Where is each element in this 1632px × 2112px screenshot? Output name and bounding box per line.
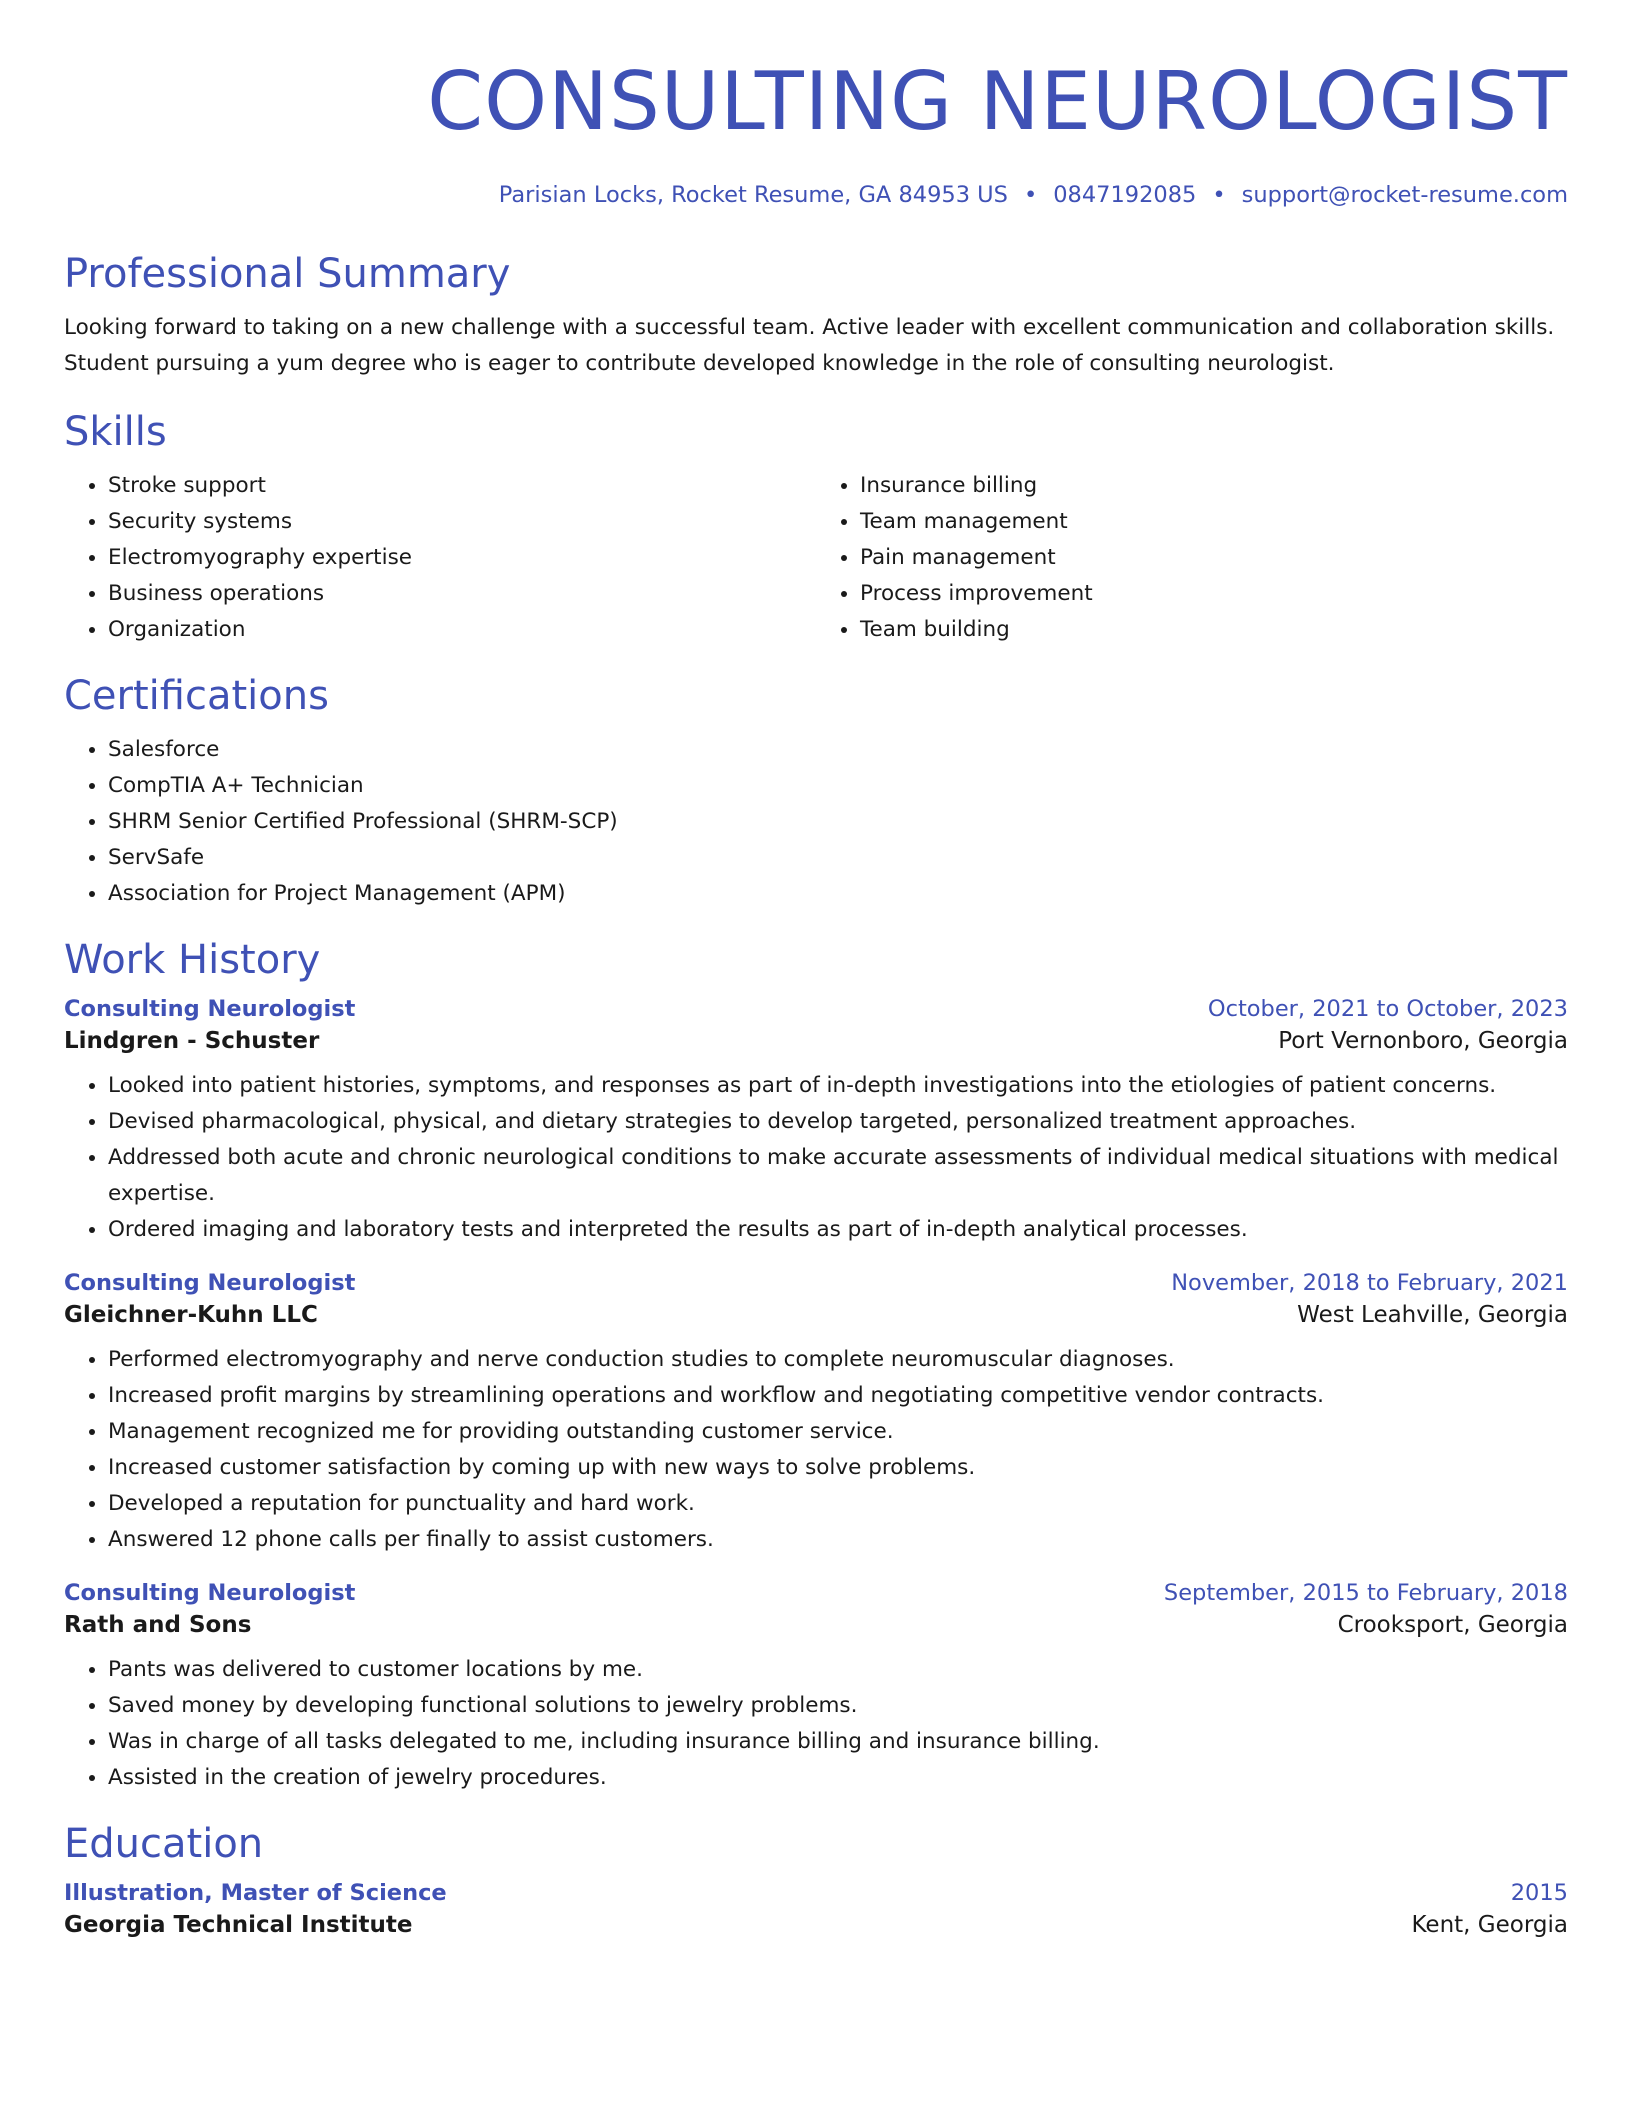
job-title-row <box>64 996 1568 1022</box>
list-item: • Association for Project Management (APM) <box>108 876 1568 912</box>
job-title: Consulting Neurologist <box>64 1270 356 1296</box>
list-item: • Developed a reputation for punctuality and hard work. <box>108 1486 1568 1522</box>
list-item: • SHRM Senior Certified Professional (SHRM-SCP) <box>108 804 1568 840</box>
list-item: • Insurance billing <box>860 468 1568 504</box>
job-title-row <box>64 1580 1568 1606</box>
job-employer: Gleichner-Kuhn LLC <box>64 1302 318 1328</box>
list-item: • Looked into patient histories, symptoms, and responses as part of in-depth investigations into the etiologies of patient concerns. <box>108 1068 1568 1104</box>
job-dates: November, 2018 to February, 2021 <box>1171 1270 1568 1296</box>
contact-email[interactable]: support@rocket-resume.com <box>1241 182 1568 208</box>
job-bullets <box>64 1652 1568 1796</box>
job-bullets <box>64 1068 1568 1248</box>
list-item: • Team building <box>860 612 1568 648</box>
education-school: Georgia Technical Institute <box>64 1912 413 1938</box>
contact-separator: • <box>1212 182 1226 208</box>
list-item: • Pain management <box>860 540 1568 576</box>
job-location: Port Vernonboro, Georgia <box>1278 1028 1568 1054</box>
contact-phone: 0847192085 <box>1053 182 1197 208</box>
summary-heading: Professional Summary <box>64 251 511 297</box>
list-item: • Process improvement <box>860 576 1568 612</box>
list-item: • Performed electromyography and nerve conduction studies to complete neuromuscular diagnoses. <box>108 1342 1568 1378</box>
list-item: • Pants was delivered to customer locations by me. <box>108 1652 1568 1688</box>
job-employer: Lindgren - Schuster <box>64 1028 320 1054</box>
job-dates: September, 2015 to February, 2018 <box>1163 1580 1568 1606</box>
list-item: • Organization <box>108 612 816 648</box>
list-item: • Increased profit margins by streamlining operations and workflow and negotiating competitive vendor contracts. <box>108 1378 1568 1414</box>
list-item: • Management recognized me for providing outstanding customer service. <box>108 1414 1568 1450</box>
list-item: • Salesforce <box>108 732 1568 768</box>
contact-separator: • <box>1023 182 1038 208</box>
list-item: • Increased customer satisfaction by coming up with new ways to solve problems. <box>108 1450 1568 1486</box>
job-title: Consulting Neurologist <box>64 1580 356 1606</box>
list-item: • Devised pharmacological, physical, and dietary strategies to develop targeted, personalized treatment approaches. <box>108 1104 1568 1140</box>
skills-list-right <box>816 468 1568 648</box>
list-item: • Answered 12 phone calls per finally to assist customers. <box>108 1522 1568 1558</box>
education-heading: Education <box>64 1821 264 1867</box>
job-entry <box>64 1270 1568 1558</box>
job-title: Consulting Neurologist <box>64 996 356 1022</box>
list-item: • Ordered imaging and laboratory tests and interpreted the results as part of in-depth analytical processes. <box>108 1212 1568 1248</box>
list-item: • Saved money by developing functional solutions to jewelry problems. <box>108 1688 1568 1724</box>
job-employer-row <box>64 1028 1568 1054</box>
contact-line <box>64 182 1568 208</box>
job-employer-row <box>64 1612 1568 1638</box>
list-item: • Team management <box>860 504 1568 540</box>
list-item: • Electromyography expertise <box>108 540 816 576</box>
education-degree-row <box>64 1880 1568 1906</box>
summary-text: Looking forward to taking on a new challenge with a successful team. Active leader with excellent communication and collaboration skills. Student pursuing a yum degree who is eager to contribute developed knowledge in the role of consulting neurologist. <box>64 315 1555 376</box>
list-item: • Addressed both acute and chronic neurological conditions to make accurate assessments of individual medical situations with medical expertise. <box>108 1140 1568 1212</box>
skills-list-left <box>64 468 816 648</box>
education-year: 2015 <box>1510 1880 1568 1906</box>
contact-address: Parisian Locks, Rocket Resume, GA 84953 US <box>498 182 1008 208</box>
job-entry <box>64 1580 1568 1796</box>
list-item: • Business operations <box>108 576 816 612</box>
skills-heading: Skills <box>64 409 167 455</box>
list-item: • ServSafe <box>108 840 1568 876</box>
job-employer-row <box>64 1302 1568 1328</box>
work-history-heading: Work History <box>64 937 321 983</box>
job-employer: Rath and Sons <box>64 1612 252 1638</box>
job-entry <box>64 996 1568 1248</box>
job-dates: October, 2021 to October, 2023 <box>1207 996 1568 1022</box>
job-title-row <box>64 1270 1568 1296</box>
education-entry <box>64 1880 1568 1938</box>
list-item: • Security systems <box>108 504 816 540</box>
list-item: • Assisted in the creation of jewelry procedures. <box>108 1760 1568 1796</box>
list-item: • Was in charge of all tasks delegated to me, including insurance billing and insurance billing. <box>108 1724 1568 1760</box>
list-item: • Stroke support <box>108 468 816 504</box>
certifications-list <box>64 732 1568 912</box>
education-school-row <box>64 1912 1568 1938</box>
job-location: West Leahville, Georgia <box>1297 1302 1568 1328</box>
education-location: Kent, Georgia <box>1411 1912 1568 1938</box>
resume-name: CONSULTING NEUROLOGIST <box>427 55 1568 148</box>
job-location: Crooksport, Georgia <box>1337 1612 1568 1638</box>
certifications-heading: Certifications <box>64 673 329 719</box>
resume-page <box>64 0 1568 1938</box>
education-degree: Illustration, Master of Science <box>64 1880 447 1906</box>
skills-grid <box>64 468 1568 648</box>
job-bullets <box>64 1342 1568 1558</box>
list-item: • CompTIA A+ Technician <box>108 768 1568 804</box>
